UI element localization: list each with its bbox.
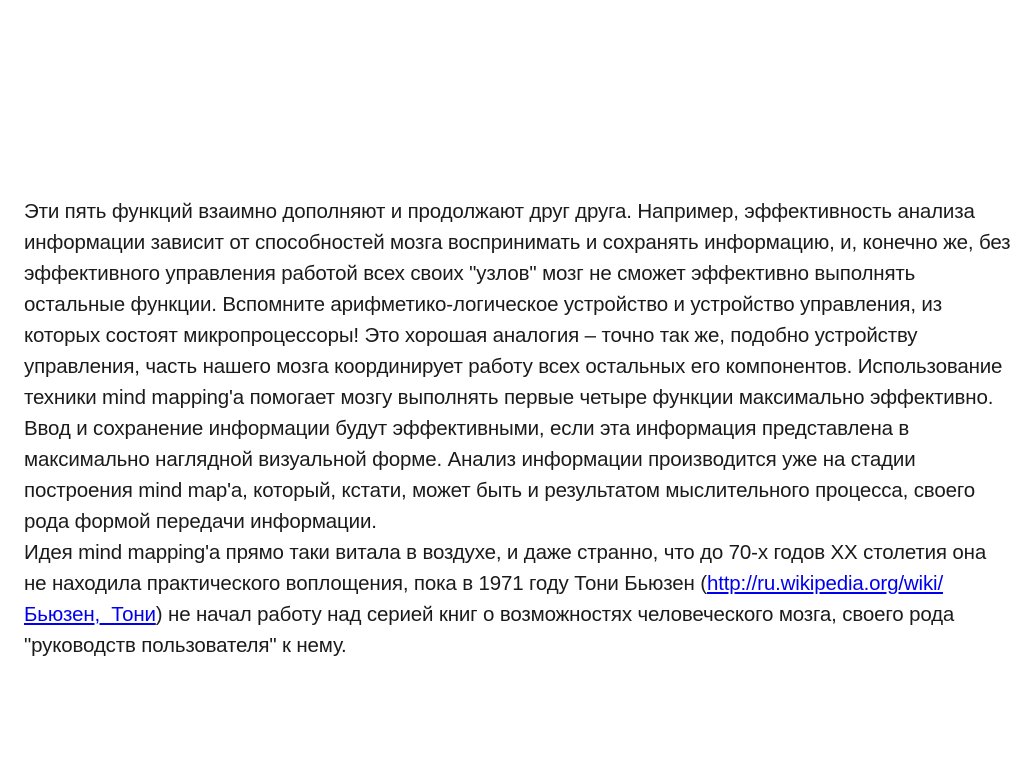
paragraph-2: [24, 537, 1014, 661]
paragraph-2-end: ) не начал работу над серией книг о возможностях человеческого мозга, своего рода "руководств пользователя" к нему.: [24, 603, 955, 657]
body-text: [24, 196, 1014, 661]
paragraph-2-start: Идея mind mapping'а прямо таки витала в воздухе, и даже странно, что до 70-х годов XX столетия она не находила практического воплощения, пока в 1971 году Тони Бьюзен (: [24, 541, 987, 595]
paragraph-1: Эти пять функций взаимно дополняют и продолжают друг друга. Например, эффективность анализа информации зависит от способностей мозга воспринимать и сохранять информацию, и, конечно же, без эффективного управления работой всех своих "узлов" мозг не сможет эффективно выполнять остальные функции. Вспомните арифметико-логическое устройство и устройство управления, из которых состоят микропроцессоры! Это хорошая аналогия – точно так же, подобно устройству управления, часть нашего мозга координирует работу всех остальных его компонентов. Использование техники mind mapping'а помогает мозгу выполнять первые четыре функции максимально эффективно. Ввод и сохранение информации будут эффективными, если эта информация представлена в максимально наглядной визуальной форме. Анализ информации производится уже на стадии построения mind map'а, который, кстати, может быть и результатом мыслительного процесса, своего рода формой передачи информации.: [24, 200, 1011, 533]
wikipedia-link[interactable]: http://ru.wikipedia.org/wiki/Бьюзен,_Тони: [24, 572, 943, 626]
